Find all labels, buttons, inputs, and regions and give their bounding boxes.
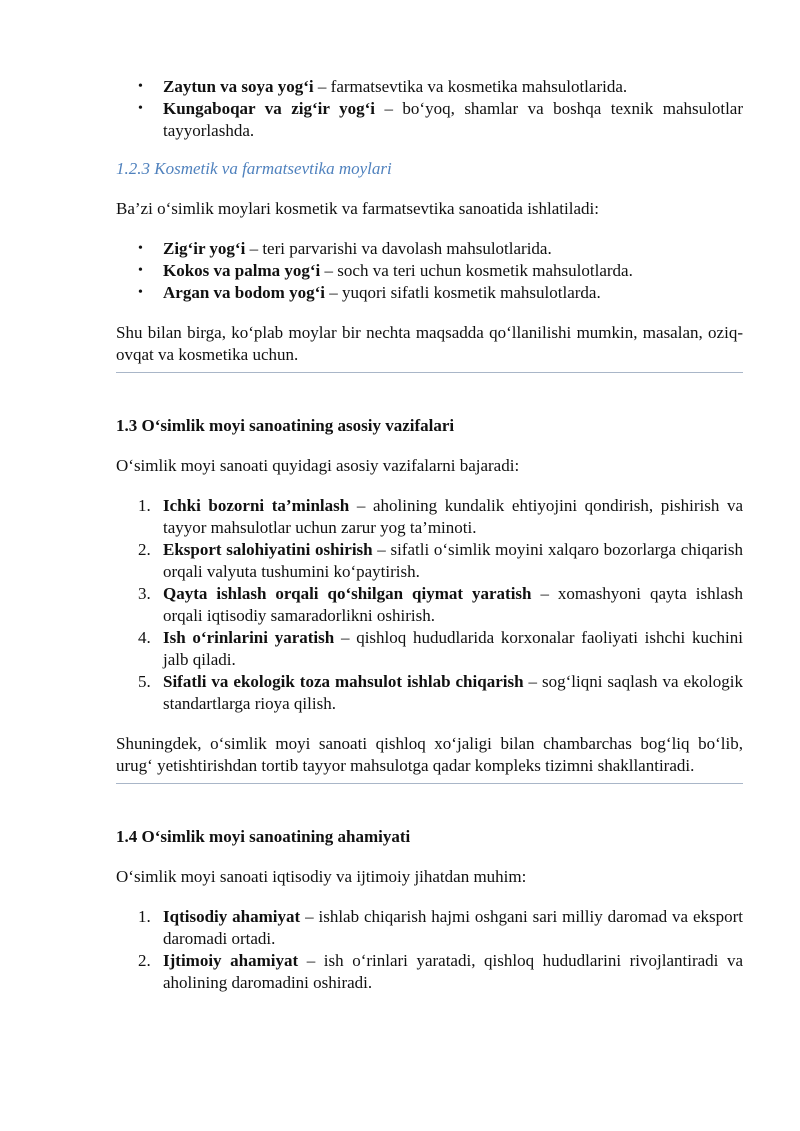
bullet-icon: • xyxy=(138,263,143,278)
list-item xyxy=(116,906,743,950)
item-term: Kokos va palma yog‘i xyxy=(163,261,321,280)
item-term: Kungaboqar va zig‘ir yog‘i xyxy=(163,99,375,118)
item-term: Qayta ishlash orqali qo‘shilgan qiymat yaratish xyxy=(163,584,532,603)
list-number: 4. xyxy=(138,628,151,647)
list-number: 2. xyxy=(138,951,151,970)
item-term: Argan va bodom yog‘i xyxy=(163,283,325,302)
cosmetic-oils-list xyxy=(116,238,743,304)
list-number: 1. xyxy=(138,907,151,926)
section-heading: 1.4 O‘simlik moyi sanoatining ahamiyati xyxy=(116,827,411,846)
item-text: – yuqori sifatli kosmetik mahsulotlarda. xyxy=(324,283,601,302)
item-text: – bo‘yoq, shamlar va boshqa texnik mahsulotlar tayyorlashda. xyxy=(163,99,743,140)
item-text: – sog‘liqni saqlash va ekologik standartlarga rioya qilish. xyxy=(163,672,743,713)
list-item xyxy=(116,950,743,994)
section-heading: 1.3 O‘simlik moyi sanoatining asosiy vazifalari xyxy=(116,416,455,435)
list-number: 3. xyxy=(138,584,151,603)
horizontal-divider xyxy=(116,372,743,373)
horizontal-divider xyxy=(116,783,743,784)
paragraph: Ba’zi o‘simlik moylari kosmetik va farmatsevtika sanoatida ishlatiladi: xyxy=(116,199,599,218)
item-term: Eksport salohiyatini oshirish xyxy=(163,540,373,559)
list-number: 2. xyxy=(138,540,151,559)
paragraph: Shu bilan birga, ko‘plab moylar bir nechta maqsadda qo‘llanilishi mumkin, masalan, oziq-ovqat va kosmetika uchun. xyxy=(116,323,743,364)
bullet-icon: • xyxy=(138,285,143,300)
oil-uses-list xyxy=(116,76,743,142)
paragraph: O‘simlik moyi sanoati iqtisodiy va ijtimoiy jihatdan muhim: xyxy=(116,867,527,886)
item-text: – ish o‘rinlari yaratadi, qishloq hududlarini rivojlantiradi va aholining daromadini oshiradi. xyxy=(163,951,743,992)
list-number: 1. xyxy=(138,496,151,515)
list-item xyxy=(116,671,743,715)
list-item xyxy=(116,98,743,142)
paragraph: O‘simlik moyi sanoati quyidagi asosiy vazifalarni bajaradi: xyxy=(116,456,520,475)
subsection-heading: 1.2.3 Kosmetik va farmatsevtika moylari xyxy=(116,159,392,178)
bullet-icon: • xyxy=(138,241,143,256)
item-text: – qishloq hududlarida korxonalar faoliyati ishchi kuchini jalb qiladi. xyxy=(163,628,743,669)
paragraph: Shuningdek, o‘simlik moyi sanoati qishloq xo‘jaligi bilan chambarchas bog‘liq bo‘lib, urug‘ yetishtirishdan tortib tayyor mahsulotga qadar kompleks tizimni shakllantiradi. xyxy=(116,734,743,775)
importance-list xyxy=(116,906,743,994)
bullet-icon: • xyxy=(138,79,143,94)
item-text: – farmatsevtika va kosmetika mahsulotlarida. xyxy=(313,77,628,96)
list-item xyxy=(116,76,743,98)
list-item xyxy=(116,627,743,671)
item-term: Zaytun va soya yog‘i xyxy=(163,77,314,96)
list-item xyxy=(116,539,743,583)
item-term: Iqtisodiy ahamiyat xyxy=(163,907,301,926)
item-text: – aholining kundalik ehtiyojini qondirish, pishirish va tayyor mahsulotlar uchun zarur yog ta’minoti. xyxy=(163,496,743,537)
list-item xyxy=(116,238,743,260)
list-item xyxy=(116,583,743,627)
item-text: – teri parvarishi va davolash mahsulotlarida. xyxy=(245,239,552,258)
list-item xyxy=(116,495,743,539)
list-item xyxy=(116,282,743,304)
tasks-list xyxy=(116,495,743,715)
item-term: Ichki bozorni ta’minlash xyxy=(163,496,350,515)
list-number: 5. xyxy=(138,672,151,691)
item-text: – soch va teri uchun kosmetik mahsulotlarda. xyxy=(320,261,633,280)
list-item xyxy=(116,260,743,282)
item-term: Ijtimoiy ahamiyat xyxy=(163,951,299,970)
bullet-icon: • xyxy=(138,101,143,116)
item-text: – sifatli o‘simlik moyini xalqaro bozorlarga chiqarish orqali valyuta tushumini ko‘paytirish. xyxy=(163,540,744,581)
item-term: Ish o‘rinlarini yaratish xyxy=(163,628,335,647)
item-text: – xomashyoni qayta ishlash orqali iqtisodiy samaradorlikni oshirish. xyxy=(163,584,743,625)
item-term: Zig‘ir yog‘i xyxy=(163,239,246,258)
item-term: Sifatli va ekologik toza mahsulot ishlab chiqarish xyxy=(163,672,524,691)
item-text: – ishlab chiqarish hajmi oshgani sari milliy daromad va eksport daromadi ortadi. xyxy=(163,907,744,948)
